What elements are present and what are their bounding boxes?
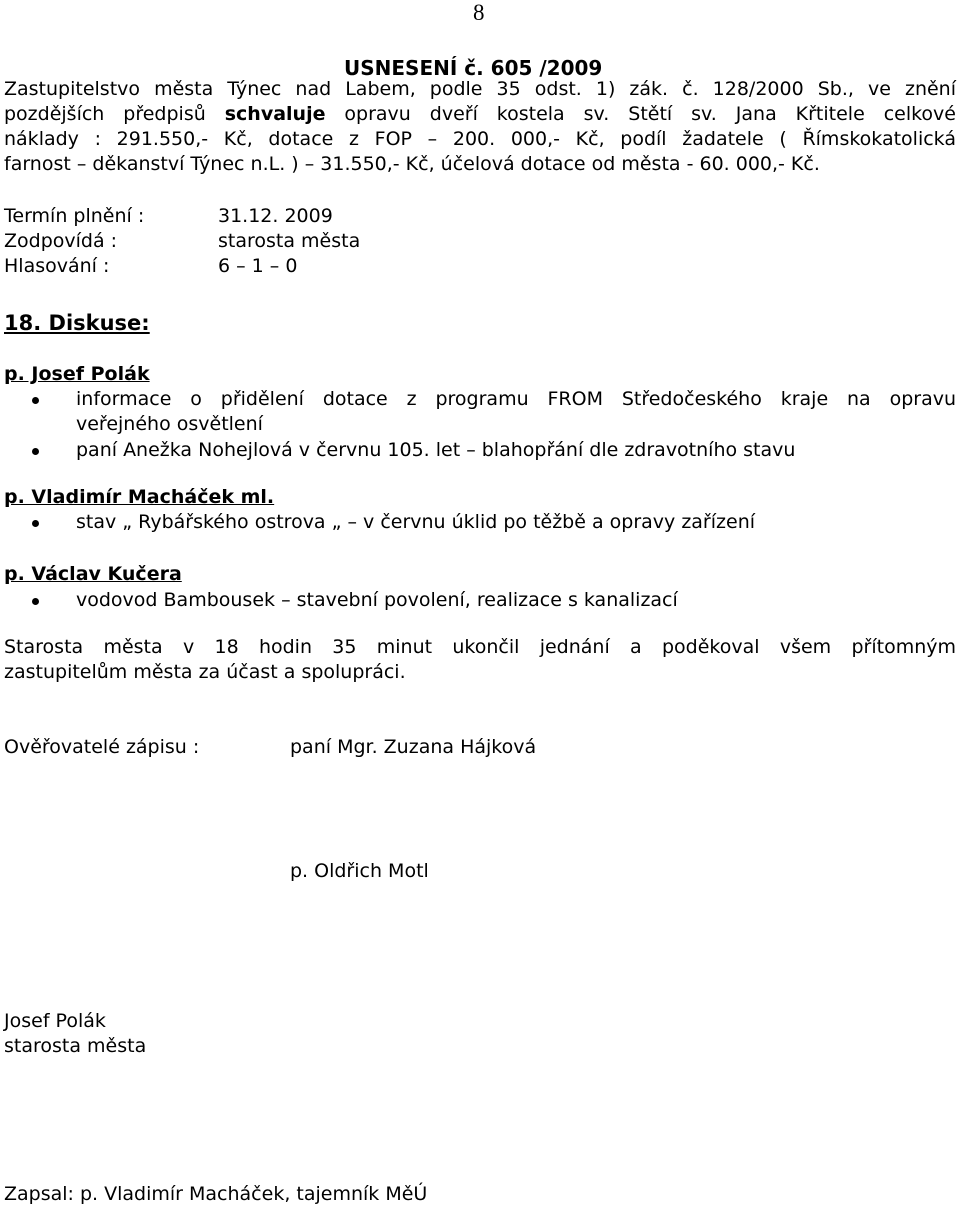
- bullet-icon: [32, 520, 39, 527]
- list-item: paní Anežka Nohejlová v červnu 105. let – blahopřání dle zdravotního stavu: [76, 439, 796, 461]
- vote-label: Hlasování :: [4, 255, 110, 277]
- speaker-name: p. Josef Polák: [4, 363, 150, 385]
- vote-value: 6 – 1 – 0: [218, 255, 298, 277]
- bullet-icon: [32, 448, 39, 455]
- list-item: informace o přidělení dotace z programu FROM Středočeského kraje na opravu: [76, 388, 956, 410]
- list-item: vodovod Bambousek – stavební povolení, realizace s kanalizací: [76, 589, 678, 611]
- bullet-icon: [32, 598, 39, 605]
- deadline-value: 31.12. 2009: [218, 205, 333, 227]
- closing-line-2: zastupitelům města za účast a spolupráci.: [4, 661, 406, 683]
- closing-line-1: Starosta města v 18 hodin 35 minut ukončil jednání a poděkoval všem přítomným: [4, 636, 956, 658]
- responsible-value: starosta města: [218, 230, 361, 252]
- resolution-line-2-end: opravu dveří kostela sv. Stětí sv. Jana Křtitele celkové: [325, 103, 956, 125]
- resolution-line-3: náklady : 291.550,- Kč, dotace z FOP – 200. 000,- Kč, podíl žadatele ( Římskokatolická: [4, 128, 956, 150]
- speaker-name: p. Vladimír Macháček ml.: [4, 486, 275, 508]
- resolution-line-2: [4, 103, 956, 125]
- approves-keyword: schvaluje: [224, 103, 326, 125]
- verifier-second: p. Oldřich Motl: [290, 860, 429, 882]
- list-item: stav „ Rybářského ostrova „ – v červnu úklid po těžbě a opravy zařízení: [76, 511, 756, 533]
- discussion-heading: 18. Diskuse:: [4, 311, 150, 335]
- verifiers-label: Ověřovatelé zápisu :: [4, 736, 200, 758]
- resolution-line-1: Zastupitelstvo města Týnec nad Labem, podle 35 odst. 1) zák. č. 128/2000 Sb., ve znění: [4, 78, 956, 100]
- signature-name: Josef Polák: [4, 1010, 106, 1032]
- deadline-label: Termín plnění :: [4, 205, 145, 227]
- signature-role: starosta města: [4, 1035, 147, 1057]
- responsible-label: Zodpovídá :: [4, 230, 118, 252]
- recorded-by: Zapsal: p. Vladimír Macháček, tajemník MěÚ: [4, 1183, 428, 1205]
- verifier-first: paní Mgr. Zuzana Hájková: [290, 736, 537, 758]
- resolution-line-4: farnost – děkanství Týnec n.L. ) – 31.550,- Kč, účelová dotace od města - 60. 000,- Kč.: [4, 153, 820, 175]
- list-item-continuation: veřejného osvětlení: [76, 413, 263, 435]
- resolution-title: USNESENÍ č. 605 /2009: [344, 56, 603, 80]
- bullet-icon: [32, 397, 39, 404]
- speaker-name: p. Václav Kučera: [4, 563, 182, 585]
- resolution-line-2-start: pozdějších předpisů: [4, 103, 225, 125]
- page-number: 8: [473, 0, 485, 25]
